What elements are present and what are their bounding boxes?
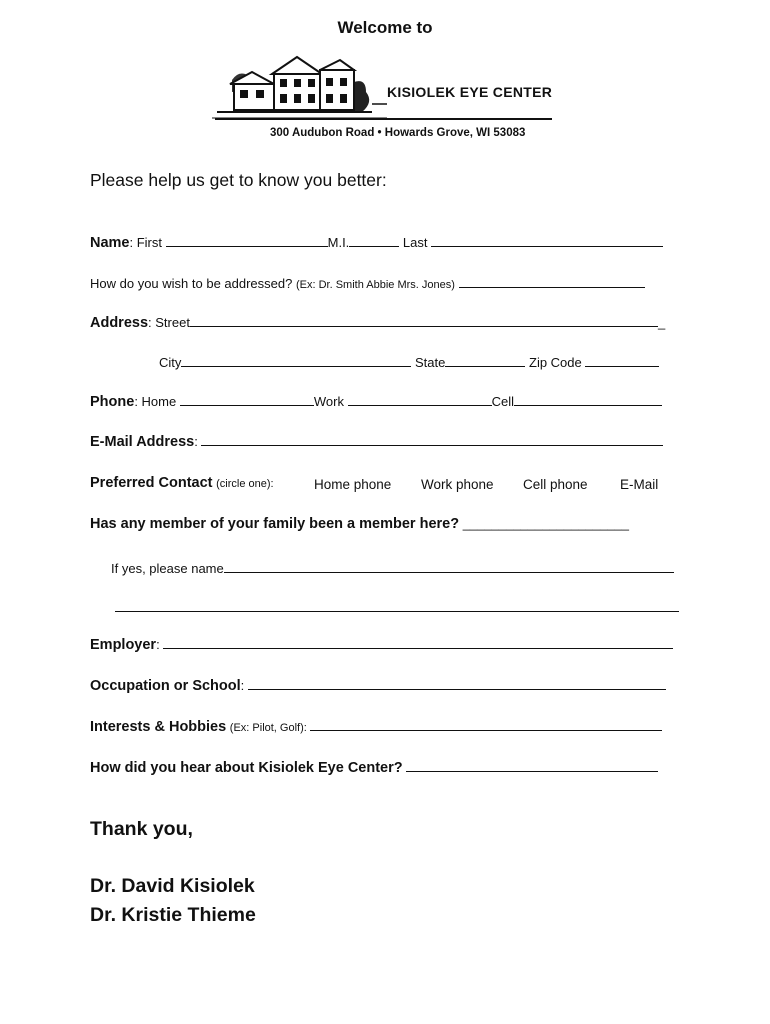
- intro-text: Please help us get to know you better:: [90, 170, 387, 190]
- email-row: [90, 433, 663, 450]
- street-field[interactable]: [190, 314, 658, 327]
- street-trailing: _: [657, 315, 666, 330]
- family-field[interactable]: _______________________: [462, 516, 629, 531]
- hear-row: [90, 759, 658, 776]
- family-row: [90, 516, 629, 532]
- addressed-example: (Ex: Dr. Smith Abbie Mrs. Jones): [295, 279, 455, 291]
- last-name-field[interactable]: [431, 234, 663, 247]
- addressed-label: How do you wish to be addressed?: [90, 276, 293, 291]
- preferred-contact-label: Preferred Contact: [90, 475, 213, 491]
- if-yes-row: [111, 560, 674, 576]
- signature-1: Dr. David Kisiolek: [90, 875, 255, 897]
- address-label: Address: [90, 315, 149, 331]
- employer-row: [90, 636, 673, 653]
- welcome-heading: Welcome to: [337, 18, 433, 37]
- addressed-field[interactable]: [459, 275, 645, 288]
- cell-phone-field[interactable]: [514, 393, 662, 406]
- email-field[interactable]: [201, 433, 663, 446]
- mi-field[interactable]: [349, 234, 399, 247]
- mi-label: M.I.: [327, 235, 350, 250]
- zip-label: Zip Code: [529, 355, 582, 370]
- first-name-field[interactable]: [166, 234, 328, 247]
- family-name-field-2[interactable]: [115, 611, 679, 612]
- city-label: City: [159, 355, 182, 370]
- header-rule: [215, 118, 552, 120]
- name-row: [90, 234, 663, 251]
- contact-option-cell[interactable]: Cell phone: [523, 477, 588, 492]
- addressed-row: [90, 275, 645, 291]
- home-label: : Home: [134, 394, 177, 409]
- hear-field[interactable]: [406, 759, 658, 772]
- address-row: [90, 314, 665, 331]
- signature-2: Dr. Kristie Thieme: [90, 904, 256, 926]
- occupation-row: [90, 677, 666, 694]
- cell-label: Cell: [491, 394, 514, 409]
- hear-label: How did you hear about Kisiolek Eye Center?: [90, 760, 403, 776]
- employer-colon: :: [156, 637, 160, 652]
- thanks-text: Thank you,: [90, 818, 193, 840]
- state-field[interactable]: [445, 354, 525, 367]
- employer-label: Employer: [90, 637, 157, 653]
- family-label: Has any member of your family been a member here?: [90, 516, 460, 532]
- interests-field[interactable]: [310, 718, 662, 731]
- occupation-field[interactable]: [248, 677, 666, 690]
- org-name: KISIOLEK EYE CENTER: [387, 84, 553, 100]
- name-label: Name: [90, 235, 130, 251]
- occupation-colon: :: [240, 678, 245, 693]
- contact-option-home[interactable]: Home phone: [314, 477, 392, 492]
- last-label: Last: [402, 235, 428, 250]
- phone-row: [90, 393, 662, 410]
- contact-option-work[interactable]: Work phone: [421, 477, 494, 492]
- contact-option-email[interactable]: E-Mail: [620, 477, 659, 492]
- email-label: E-Mail Address: [90, 434, 195, 450]
- org-address: 300 Audubon Road • Howards Grove, WI 53083: [270, 127, 526, 139]
- work-label: Work: [313, 394, 344, 409]
- zip-field[interactable]: [585, 354, 659, 367]
- state-label: State: [415, 355, 446, 370]
- interests-label: Interests & Hobbies: [90, 719, 227, 735]
- phone-label: Phone: [90, 394, 135, 410]
- interests-hint: (Ex: Pilot, Golf):: [229, 722, 307, 734]
- email-colon: :: [194, 434, 198, 449]
- home-phone-field[interactable]: [180, 393, 314, 406]
- city-field[interactable]: [181, 354, 411, 367]
- employer-field[interactable]: [163, 636, 673, 649]
- work-phone-field[interactable]: [348, 393, 492, 406]
- occupation-label: Occupation or School: [90, 678, 241, 694]
- family-name-field[interactable]: [224, 560, 674, 573]
- first-label: : First: [129, 235, 162, 250]
- if-yes-label: If yes, please name: [111, 561, 224, 576]
- preferred-contact-hint: (circle one):: [216, 478, 274, 490]
- street-label: : Street: [148, 315, 190, 330]
- preferred-contact-row: [90, 475, 274, 491]
- interests-row: [90, 718, 662, 735]
- city-row: [159, 354, 659, 370]
